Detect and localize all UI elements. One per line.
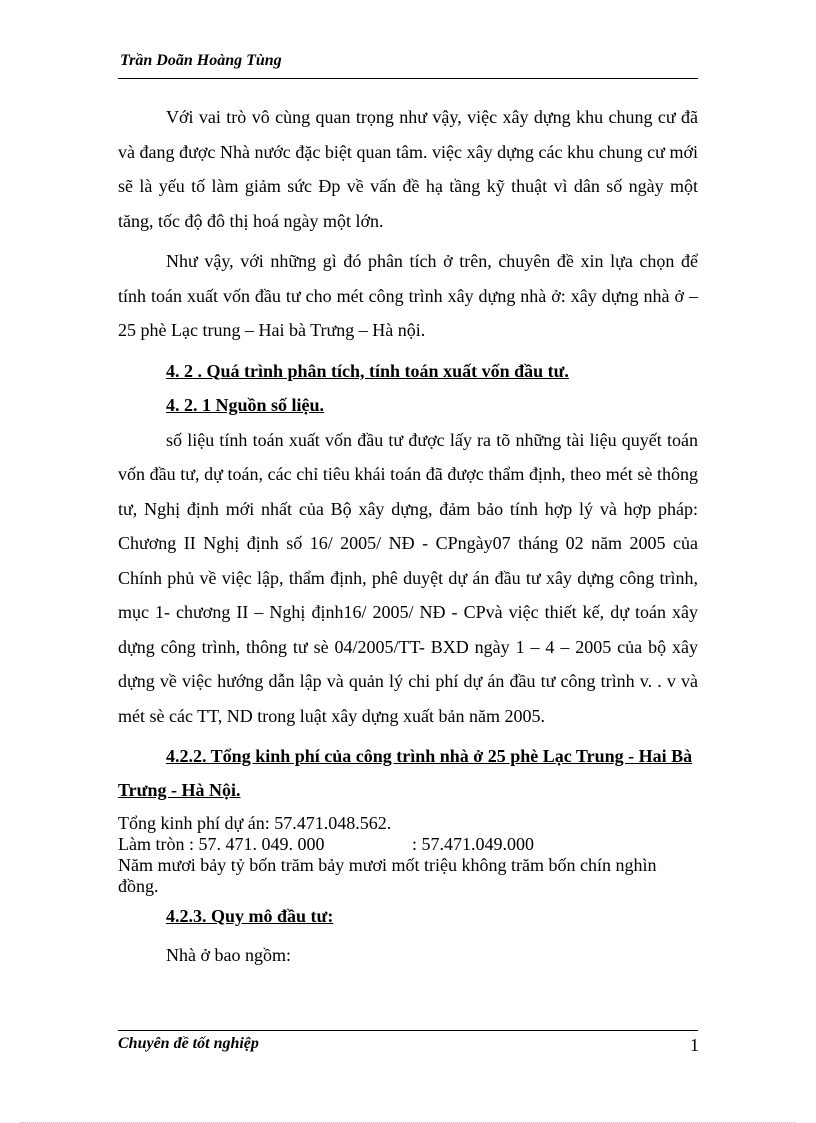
page-number: 1	[690, 1035, 699, 1055]
header-rule	[118, 78, 698, 79]
heading-4-2-2: 4.2.2. Tổng kinh phí của công trình nhà ở 25 phè Lạc Trung - Hai Bà Trưng - Hà Nội.	[118, 746, 693, 800]
footer-rule	[118, 1030, 698, 1031]
paragraph-selection: Như vậy, với những gì đó phân tích ở trên, chuyên đề xin lựa chọn để tính toán xuất vốn đầu tư cho mét công trình xây dựng nhà ở: xây dựng nhà ở – 25 phè Lạc trung – Hai bà Trưng – Hà nội.	[118, 251, 698, 340]
header-author: Trần Doãn Hoàng Tùng	[120, 52, 282, 69]
total-cost: Tổng kinh phí dự án: 57.471.048.562.	[118, 813, 392, 833]
heading-4-2: 4. 2 . Quá trình phân tích, tính toán xuất vốn đầu tư.	[166, 360, 569, 381]
rounded-cost-row	[118, 834, 698, 855]
heading-4-2-1: 4. 2. 1 Nguồn số liệu.	[166, 395, 325, 415]
paragraph-role: Với vai trò vô cùng quan trọng như vậy, việc xây dựng khu chung cư đã và đang được Nhà nước đặc biệt quan tâm. việc xây dựng các khu chung cư mới sẽ là yếu tố làm giảm sức Đp về vấn đề hạ tầng kỹ thuật vì dân số ngày một tăng, tốc độ đô thị hoá ngày một lớn.	[118, 107, 698, 231]
cost-in-words: Năm mươi bảy tỷ bốn trăm bảy mươi mốt triệu không trăm bốn chín nghìn đồng.	[118, 855, 657, 896]
footer-title: Chuyên đề tốt nghiệp	[118, 1035, 259, 1052]
paragraph-housing: Nhà ở bao ngồm:	[166, 945, 291, 965]
heading-4-2-3: 4.2.3. Quy mô đầu tư:	[166, 906, 334, 926]
rounded-cost-value: : 57.471.049.000	[412, 834, 535, 854]
rounded-cost-label: Làm tròn : 57. 471. 049. 000	[118, 834, 325, 854]
body-text	[118, 100, 698, 981]
paragraph-data-source: số liệu tính toán xuất vốn đầu tư được lấy ra tõ những tài liệu quyết toán vốn đầu tư, dự toán, các chỉ tiêu khái toán đã được thẩm định, theo mét sè thông tư, Nghị định mới nhất của Bộ xây dựng, đảm bảo tính hợp lý và hợp pháp: Chương II Nghị định số 16/ 2005/ NĐ - CPngày07 tháng 02 năm 2005 của Chính phủ về việc lập, thẩm định, phê duyệt dự án đầu tư xây dựng công trình, mục 1- chương II – Nghị định16/ 2005/ NĐ - CPvà việc thiết kế, dự toán xây dựng công trình, thông tư sè 04/2005/TT- BXD ngày 1 – 4 – 2005 của bộ xây dựng về việc hướng dẫn lập và quản lý chi phí dự án đầu tư công trình v. . v và mét sè các TT, ND trong luật xây dựng xuất bản năm 2005.	[118, 429, 698, 726]
